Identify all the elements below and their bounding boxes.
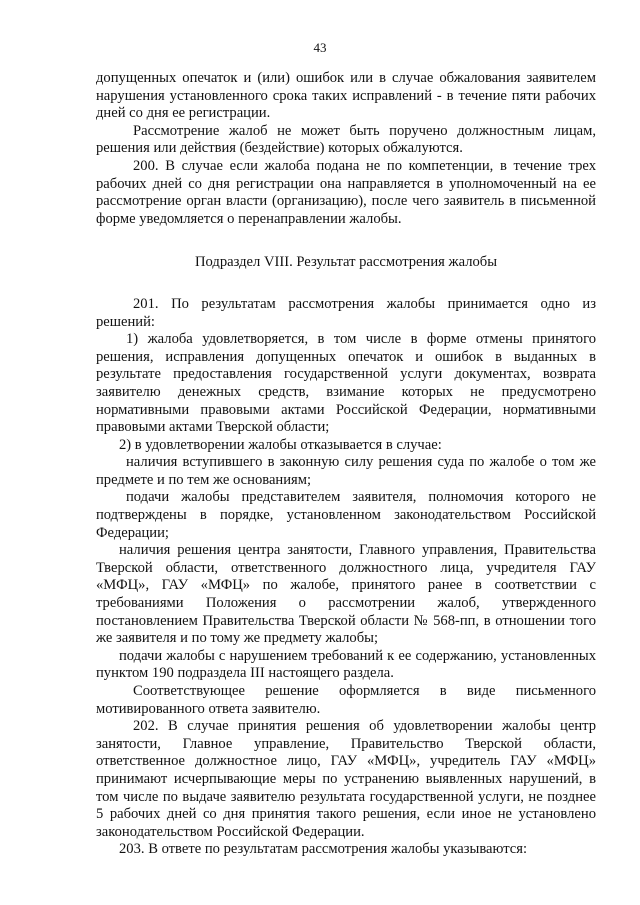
paragraph-201-item-2: 2) в удовлетворении жалобы отказывается в случае: bbox=[119, 436, 442, 453]
paragraph-continuation: допущенных опечаток и (или) ошибок или в случае обжалования заявителем нарушения установленного срока таких исправлений - в течение пяти рабочих дней со дня ее регистрации. bbox=[96, 70, 596, 122]
paragraph-refusal-representative: подачи жалобы представителем заявителя, полномочия которого не подтверждены в порядке, установленном законодательством Российской Федерации; bbox=[96, 489, 596, 541]
paragraph-202: 202. В случае принятия решения об удовлетворении жалобы центр занятости, Главное управление, Правительство Тверской области, ответственное должностное лицо, ГАУ «МФЦ», учредитель ГАУ «МФЦ» принимают исчерпывающие меры по устранению выявленных нарушений, в том числе по выдаче заявителю результата государственной услуги, не позднее 5 рабочих дней со дня принятия такого решения, если иное не установлено законодательством Российской Федерации. bbox=[96, 718, 596, 840]
paragraph-refusal-prior-decision: наличия решения центра занятости, Главного управления, Правительства Тверской области, ответственного должностного лица, учредителя ГАУ «МФЦ», ГАУ «МФЦ» по жалобе, принятого ранее в соответствии с требованиями Положения о рассмотрении жалоб, утвержденного постановлением Правительства Тверской области № 568-пп, в отношении того же заявителя и по тому же предмету жалобы; bbox=[96, 542, 596, 647]
paragraph-decision-form: Соответствующее решение оформляется в виде письменного мотивированного ответа заявителю. bbox=[96, 683, 596, 717]
paragraph-201: 201. По результатам рассмотрения жалобы принимается одно из решений: bbox=[96, 295, 596, 330]
paragraph-refusal-court: наличия вступившего в законную силу решения суда по жалобе о том же предмете и по тем же основаниям; bbox=[96, 454, 596, 488]
paragraph-refusal-requirements: подачи жалобы с нарушением требований к ее содержанию, установленных пунктом 190 подраздела III настоящего раздела. bbox=[96, 647, 596, 682]
paragraph-201-item-1: 1) жалоба удовлетворяется, в том числе в форме отмены принятого решения, исправления допущенных опечаток и ошибок в выданных в результате предоставления государственной услуги документах, возврата заявителю денежных средств, взимание которых не предусмотрено нормативными правовыми актами Российской Федерации, нормативными правовыми актами Тверской области; bbox=[96, 331, 596, 436]
section-heading: Подраздел VIII. Результат рассмотрения жалобы bbox=[195, 254, 497, 271]
paragraph-203: 203. В ответе по результатам рассмотрения жалобы указываются: bbox=[119, 841, 528, 858]
paragraph-complaints-assignment: Рассмотрение жалоб не может быть поручено должностным лицам, решения или действия (бездействие) которых обжалуются. bbox=[96, 122, 596, 157]
paragraph-200: 200. В случае если жалоба подана не по компетенции, в течение трех рабочих дней со дня регистрации она направляется в уполномоченный на ее рассмотрение орган власти (организацию), после чего заявитель в письменной форме уведомляется о перенаправлении жалобы. bbox=[96, 157, 596, 227]
document-body bbox=[96, 70, 596, 859]
page-number: 43 bbox=[313, 40, 327, 55]
